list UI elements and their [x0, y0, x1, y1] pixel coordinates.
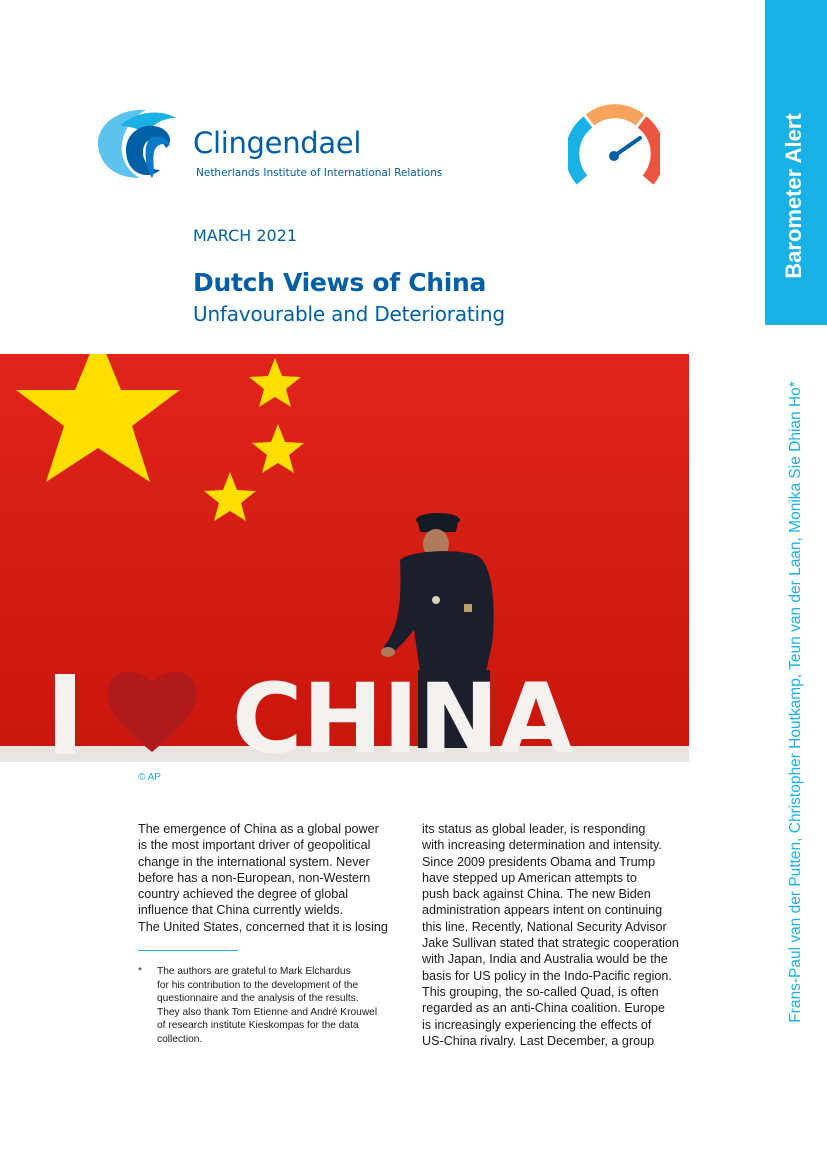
body-line: influence that China currently wields. — [138, 903, 344, 918]
page-title: Dutch Views of China — [193, 268, 487, 297]
footnote-line: collection. — [157, 1033, 203, 1045]
clingendael-logo-icon — [90, 106, 190, 182]
body-line: this line. Recently, National Security Advisor — [422, 919, 667, 934]
body-line: This grouping, the so-called Quad, is often — [422, 984, 659, 999]
sign-text: CHINA — [232, 663, 574, 762]
body-column-2 — [422, 821, 692, 1049]
body-line: administration appears intent on continuing — [422, 903, 663, 918]
footnote-line: questionnaire and the analysis of the results. — [157, 993, 359, 1005]
body-line: regarded as an anti-China coalition. Europe — [422, 1001, 665, 1016]
body-column-1 — [138, 821, 408, 935]
authors-byline: Frans-Paul van der Putten, Christopher Houtkamp, Teun van der Laan, Monika Sie Dhian Ho* — [787, 381, 804, 1023]
body-line: with Japan, India and Australia would be the — [422, 952, 668, 967]
body-line: basis for US policy in the Indo-Pacific region. — [422, 968, 672, 983]
body-line: Jake Sullivan stated that strategic cooperation — [422, 936, 679, 951]
cover-photo — [0, 354, 689, 762]
body-line: country achieved the degree of global — [138, 887, 349, 902]
body-line: is the most important driver of geopolitical — [138, 838, 371, 853]
footnote-marker: * — [138, 966, 142, 977]
body-line: is increasingly experiencing the effects of — [422, 1017, 652, 1032]
footnote-line: They also thank Tom Etienne and André Krouwel — [157, 1006, 378, 1018]
body-line: change in the international system. Never — [138, 854, 370, 869]
footnote-line: The authors are grateful to Mark Elchardus — [157, 966, 351, 977]
page-subtitle: Unfavourable and Deteriorating — [193, 302, 505, 326]
body-line: push back against China. The new Biden — [422, 887, 651, 902]
footnote-line: of research institute Kieskompas for the data — [157, 1020, 359, 1032]
brand-name: Clingendael — [193, 126, 362, 160]
body-line: The United States, concerned that it is losing — [138, 919, 388, 934]
brand-tagline: Netherlands Institute of International Relations — [196, 167, 443, 179]
body-line: before has a non-European, non-Western — [138, 870, 371, 885]
body-line: US-China rivalry. Last December, a group — [422, 1033, 655, 1048]
barometer-alert-label: Barometer Alert — [781, 113, 806, 279]
body-line: The emergence of China as a global power — [138, 822, 379, 836]
body-line: its status as global leader, is responding — [422, 822, 646, 836]
footnote-divider — [138, 950, 238, 951]
photo-credit: © AP — [138, 772, 161, 783]
body-line: with increasing determination and intensity. — [422, 838, 662, 853]
publication-date: MARCH 2021 — [193, 226, 298, 245]
barometer-gauge-icon — [568, 104, 660, 186]
body-line: Since 2009 presidents Obama and Trump — [422, 854, 656, 869]
body-line: have stepped up American attempts to — [422, 870, 637, 885]
footnote-line: for his contribution to the development of the — [157, 979, 359, 991]
